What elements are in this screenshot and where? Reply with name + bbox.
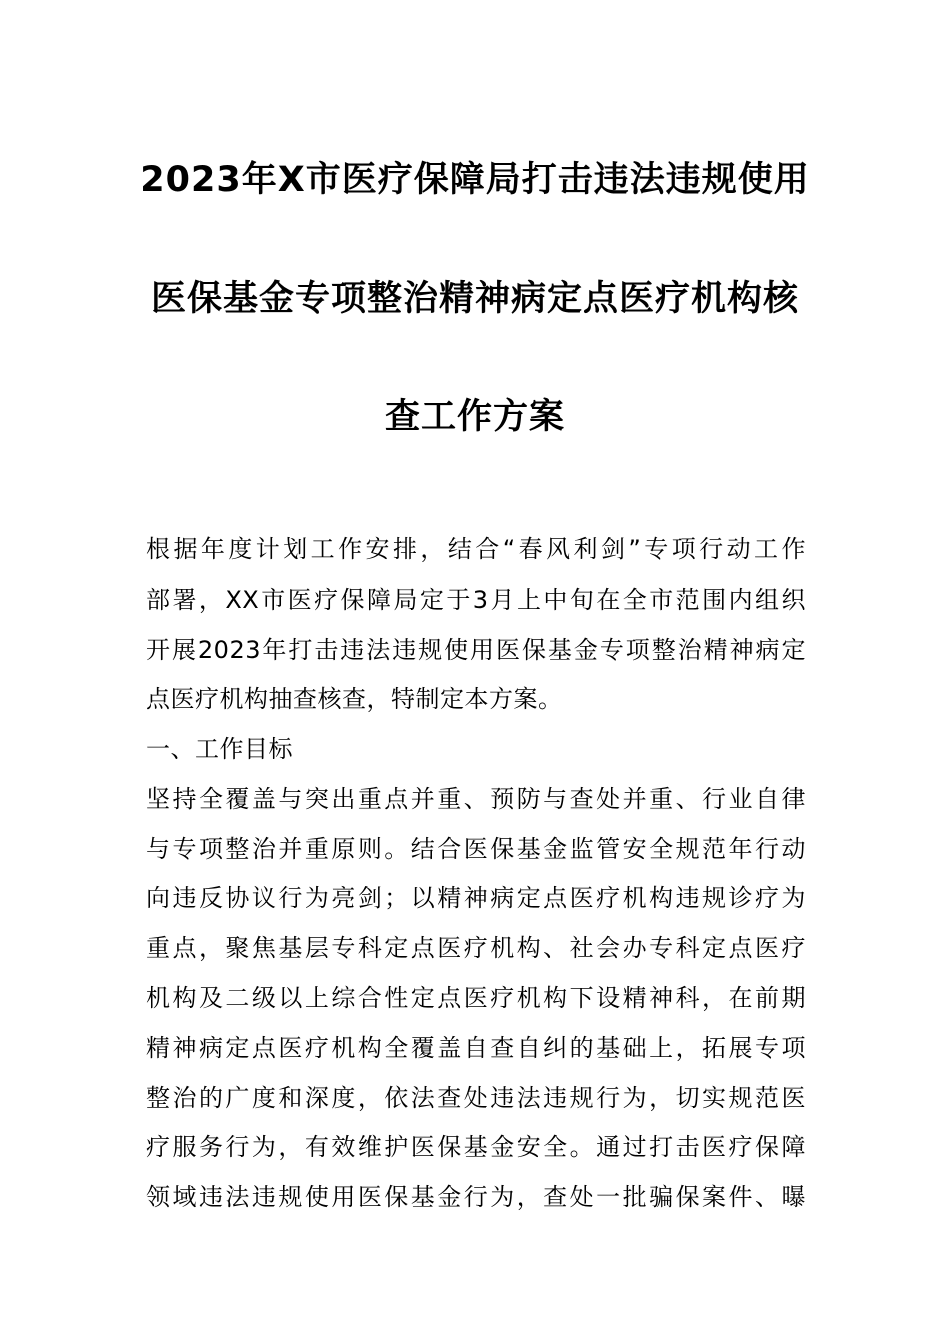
section1-paragraph-line: 坚持全覆盖与突出重点并重、预防与查处并重、行业自律 xyxy=(146,785,806,813)
document-title-line-3: 查工作方案 xyxy=(384,397,565,437)
intro-paragraph-line: 根据年度计划工作安排，结合“春风利剑”专项行动工作 xyxy=(146,535,806,563)
section1-paragraph-line: 与专项整治并重原则。结合医保基金监管安全规范年行动 xyxy=(146,835,806,863)
section1-paragraph-line: 精神病定点医疗机构全覆盖自查自纠的基础上，拓展专项 xyxy=(146,1034,806,1062)
intro-paragraph-line: 开展2023年打击违法违规使用医保基金专项整治精神病定 xyxy=(146,636,806,664)
document-title-line-1: 2023年X市医疗保障局打击违法违规使用 xyxy=(140,160,810,200)
section1-paragraph-line: 重点，聚焦基层专科定点医疗机构、社会办专科定点医疗 xyxy=(146,934,806,962)
section1-paragraph-line: 领域违法违规使用医保基金行为，查处一批骗保案件、曝 xyxy=(146,1183,806,1211)
section1-paragraph-line: 整治的广度和深度，依法查处违法违规行为，切实规范医 xyxy=(146,1084,806,1112)
intro-paragraph-line: 点医疗机构抽查核查，特制定本方案。 xyxy=(146,685,563,713)
intro-paragraph-line: 部署，XX市医疗保障局定于3月上中旬在全市范围内组织 xyxy=(146,586,806,614)
section1-paragraph-line: 向违反协议行为亮剑；以精神病定点医疗机构违规诊疗为 xyxy=(146,884,806,912)
section-heading-work-goals: 一、工作目标 xyxy=(146,735,293,763)
section1-paragraph-line: 机构及二级以上综合性定点医疗机构下设精神科，在前期 xyxy=(146,984,806,1012)
section1-paragraph-line: 疗服务行为，有效维护医保基金安全。通过打击医疗保障 xyxy=(146,1133,806,1161)
document-title-line-2: 医保基金专项整治精神病定点医疗机构核 xyxy=(150,279,799,319)
